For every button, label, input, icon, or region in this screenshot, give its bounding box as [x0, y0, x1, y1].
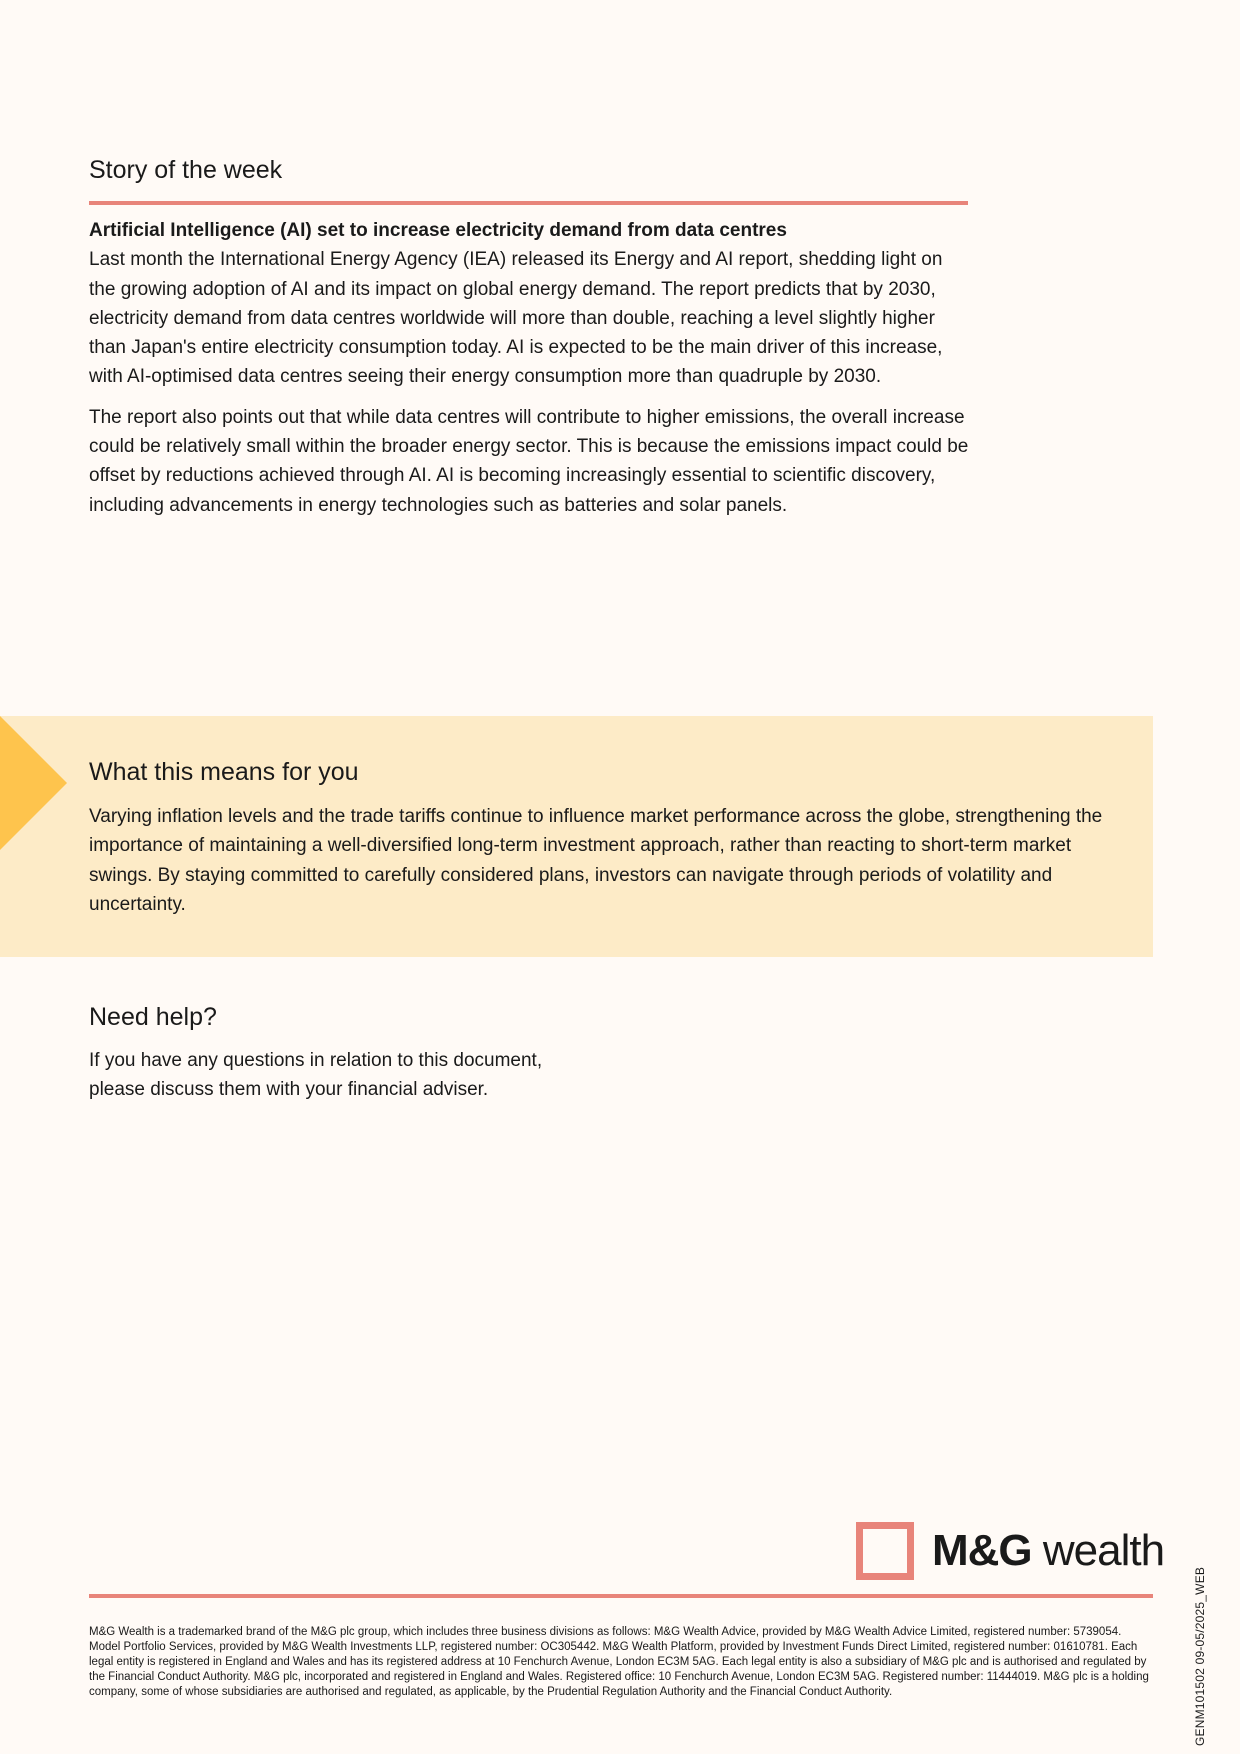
means-section-title: What this means for you	[89, 758, 359, 786]
arrow-marker-icon	[0, 716, 67, 850]
logo-wordmark	[932, 1526, 1164, 1576]
story-headline: Artificial Intelligence (AI) set to increase electricity demand from data centres	[89, 220, 787, 241]
help-line-1: If you have any questions in relation to this document,	[89, 1050, 543, 1071]
help-section-title: Need help?	[89, 1003, 217, 1031]
story-paragraph-2: The report also points out that while data centres will contribute to higher emissions, the overall increase could be relatively small within the broader energy sector. This is because the emissions impact could be offset by reductions achieved through AI. AI is becoming increasingly essential to scientific discovery, including advancements in energy technologies such as batteries and solar panels.	[89, 406, 969, 516]
help-line-2: please discuss them with your financial adviser.	[89, 1079, 489, 1101]
means-text: Varying inflation levels and the trade tariffs continue to influence market performance across the globe, strengthening the importance of maintaining a well-diversified long-term investment approach, rather than reacting to short-term market swings. By staying committed to carefully considered plans, investors can navigate through periods of volatility and uncertainty.	[89, 806, 1103, 915]
legal-disclaimer: M&G Wealth is a trademarked brand of the M&G plc group, which includes three business divisions as follows: M&G Wealth Advice, provided by M&G Wealth Advice Limited, registered number: 5739054. Model Portfolio Services, provided by M&G Wealth Investments LLP, registered number: OC305442. M&G Wealth Platform, provided by Investment Funds Direct Limited, registered number: 01610781. Each legal entity is registered in England and Wales and has its registered address at 10 Fenchurch Avenue, London EC3M 5AG. Each legal entity is also a subsidiary of M&G plc and is authorised and regulated by the Financial Conduct Authority. M&G plc, incorporated and registered in England and Wales. Registered office: 10 Fenchurch Avenue, London EC3M 5AG. Registered number: 11444019. M&G plc is a holding company, some of whose subsidiaries are authorised and regulated, as applicable, by the Prudential Regulation Authority and the Financial Conduct Authority.	[89, 1626, 1149, 1698]
help-text	[89, 1046, 649, 1105]
document-code: GENM101502 09-05/2025_WEB	[1193, 1566, 1207, 1746]
footer-divider	[89, 1594, 1153, 1598]
logo-square-icon	[856, 1522, 914, 1580]
story-divider	[89, 201, 968, 205]
story-body	[89, 216, 969, 520]
logo-brand: M&G	[932, 1526, 1032, 1575]
logo-suffix: wealth	[1031, 1526, 1165, 1575]
mg-wealth-logo	[856, 1523, 1164, 1579]
story-section-title: Story of the week	[89, 156, 283, 184]
story-paragraph-1: Last month the International Energy Agency (IEA) released its Energy and AI report, shedding light on the growing adoption of AI and its impact on global energy demand. The report predicts that by 2030, electricity demand from data centres worldwide will more than double, reaching a level slightly higher than Japan's entire electricity consumption today. AI is expected to be the main driver of this increase, with AI-optimised data centres seeing their energy consumption more than quadruple by 2030.	[89, 249, 943, 388]
